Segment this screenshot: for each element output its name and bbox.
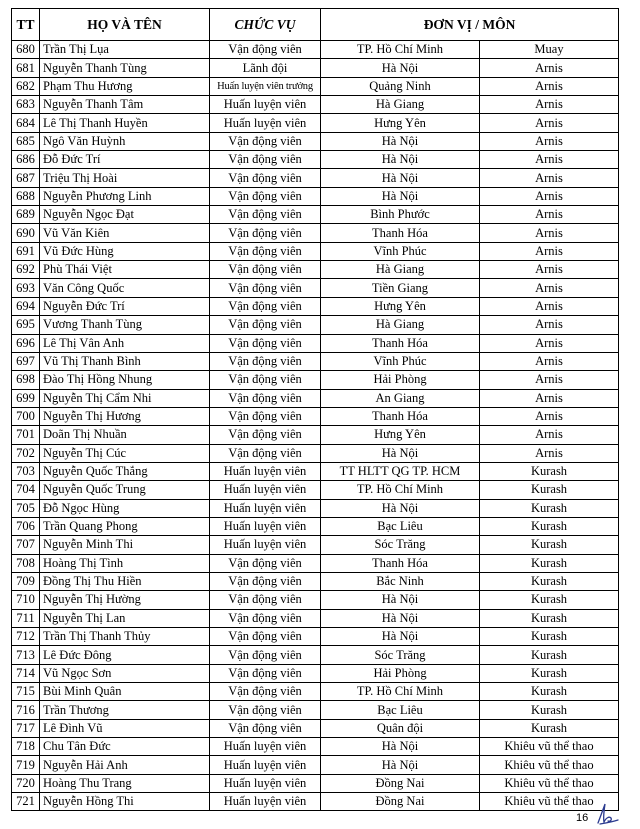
table-row (12, 297, 619, 315)
row-role: Vận động viên (210, 426, 321, 444)
row-name: Hoàng Thị Tình (40, 554, 210, 572)
row-name: Nguyễn Quốc Trung (40, 481, 210, 499)
row-number: 697 (12, 352, 40, 370)
row-sport: Kurash (480, 572, 619, 590)
row-sport: Arnis (480, 371, 619, 389)
row-number: 702 (12, 444, 40, 462)
row-name: Trần Thị Thanh Thủy (40, 628, 210, 646)
table-header (12, 9, 619, 41)
row-name: Trần Thị Lụa (40, 41, 210, 59)
table-row (12, 572, 619, 590)
row-name: Nguyễn Thị Cẩm Nhi (40, 389, 210, 407)
table-row (12, 462, 619, 480)
row-name: Nguyễn Phương Linh (40, 187, 210, 205)
row-number: 694 (12, 297, 40, 315)
row-unit: Quân đội (321, 719, 480, 737)
table-row (12, 132, 619, 150)
row-sport: Arnis (480, 389, 619, 407)
row-number: 719 (12, 756, 40, 774)
row-unit: Hà Giang (321, 261, 480, 279)
row-role: Huấn luyện viên (210, 536, 321, 554)
row-number: 690 (12, 224, 40, 242)
table-row (12, 169, 619, 187)
row-unit: Vĩnh Phúc (321, 242, 480, 260)
row-name: Hoàng Thu Trang (40, 774, 210, 792)
row-sport: Arnis (480, 59, 619, 77)
row-sport: Kurash (480, 554, 619, 572)
row-role: Vận động viên (210, 609, 321, 627)
row-role: Vận động viên (210, 389, 321, 407)
row-sport: Kurash (480, 536, 619, 554)
page-number: 16 (576, 812, 589, 824)
row-name: Nguyễn Thanh Tùng (40, 59, 210, 77)
handwritten-initials-icon (592, 801, 620, 827)
row-number: 680 (12, 41, 40, 59)
row-sport: Arnis (480, 151, 619, 169)
row-unit: Đồng Nai (321, 793, 480, 811)
row-role: Vận động viên (210, 352, 321, 370)
row-number: 721 (12, 793, 40, 811)
row-name: Lê Thị Thanh Huyền (40, 114, 210, 132)
row-role: Vận động viên (210, 554, 321, 572)
table-row (12, 389, 619, 407)
row-number: 700 (12, 407, 40, 425)
row-role: Huấn luyện viên (210, 481, 321, 499)
row-name: Vũ Thị Thanh Bình (40, 352, 210, 370)
row-unit: Bắc Ninh (321, 572, 480, 590)
header-unit: ĐƠN VỊ / MÔN (321, 9, 619, 41)
row-name: Trần Thương (40, 701, 210, 719)
row-unit: Hà Nội (321, 591, 480, 609)
row-number: 717 (12, 719, 40, 737)
row-name: Triệu Thị Hoài (40, 169, 210, 187)
row-role: Vận động viên (210, 591, 321, 609)
row-sport: Khiêu vũ thể thao (480, 738, 619, 756)
row-unit: Hà Nội (321, 132, 480, 150)
row-role: Vận động viên (210, 169, 321, 187)
table-row (12, 701, 619, 719)
row-unit: Thanh Hóa (321, 407, 480, 425)
row-sport: Kurash (480, 628, 619, 646)
row-role: Huấn luyện viên (210, 499, 321, 517)
row-name: Nguyễn Thị Hương (40, 407, 210, 425)
row-role: Vận động viên (210, 206, 321, 224)
table-row (12, 774, 619, 792)
row-unit: Sóc Trăng (321, 646, 480, 664)
row-name: Chu Tân Đức (40, 738, 210, 756)
row-role: Vận động viên (210, 261, 321, 279)
header-tt: TT (12, 9, 40, 41)
row-sport: Khiêu vũ thể thao (480, 756, 619, 774)
row-number: 720 (12, 774, 40, 792)
row-name: Bùi Minh Quân (40, 683, 210, 701)
header-role: CHỨC VỤ (210, 9, 321, 41)
row-role: Vận động viên (210, 407, 321, 425)
row-name: Lê Thị Vân Anh (40, 334, 210, 352)
row-number: 695 (12, 316, 40, 334)
row-sport: Arnis (480, 352, 619, 370)
row-unit: Hưng Yên (321, 114, 480, 132)
table-row (12, 151, 619, 169)
row-role: Huấn luyện viên (210, 738, 321, 756)
header-row (12, 9, 619, 41)
table-row (12, 242, 619, 260)
row-sport: Arnis (480, 169, 619, 187)
table-row (12, 756, 619, 774)
row-name: Vũ Văn Kiên (40, 224, 210, 242)
row-role: Lãnh đội (210, 59, 321, 77)
row-role: Vận động viên (210, 334, 321, 352)
row-unit: Hà Nội (321, 499, 480, 517)
table-row (12, 499, 619, 517)
row-name: Doãn Thị Nhuần (40, 426, 210, 444)
row-number: 714 (12, 664, 40, 682)
row-unit: Hà Nội (321, 738, 480, 756)
row-number: 699 (12, 389, 40, 407)
row-role: Vận động viên (210, 187, 321, 205)
row-unit: Thanh Hóa (321, 334, 480, 352)
row-sport: Kurash (480, 664, 619, 682)
table-row (12, 334, 619, 352)
row-unit: Hưng Yên (321, 297, 480, 315)
row-unit: Hà Nội (321, 756, 480, 774)
row-number: 703 (12, 462, 40, 480)
table-row (12, 738, 619, 756)
row-sport: Arnis (480, 132, 619, 150)
row-number: 701 (12, 426, 40, 444)
row-name: Vũ Ngọc Sơn (40, 664, 210, 682)
row-number: 716 (12, 701, 40, 719)
row-sport: Kurash (480, 591, 619, 609)
table-row (12, 683, 619, 701)
row-role: Huấn luyện viên (210, 756, 321, 774)
table-row (12, 279, 619, 297)
row-role: Vận động viên (210, 151, 321, 169)
row-role: Huấn luyện viên (210, 517, 321, 535)
row-sport: Kurash (480, 701, 619, 719)
row-sport: Kurash (480, 481, 619, 499)
table-row (12, 481, 619, 499)
row-name: Phù Thái Việt (40, 261, 210, 279)
row-unit: Bạc Liêu (321, 701, 480, 719)
row-number: 693 (12, 279, 40, 297)
row-name: Nguyễn Thị Hường (40, 591, 210, 609)
table-row (12, 609, 619, 627)
row-sport: Arnis (480, 77, 619, 95)
row-sport: Kurash (480, 609, 619, 627)
row-number: 715 (12, 683, 40, 701)
table-row (12, 517, 619, 535)
header-name: HỌ VÀ TÊN (40, 9, 210, 41)
row-number: 707 (12, 536, 40, 554)
table-row (12, 793, 619, 811)
table-row (12, 664, 619, 682)
row-name: Văn Công Quốc (40, 279, 210, 297)
row-unit: Hà Nội (321, 444, 480, 462)
row-number: 687 (12, 169, 40, 187)
row-role: Vận động viên (210, 316, 321, 334)
row-number: 705 (12, 499, 40, 517)
table-row (12, 206, 619, 224)
row-sport: Kurash (480, 683, 619, 701)
row-sport: Arnis (480, 316, 619, 334)
row-role: Vận động viên (210, 371, 321, 389)
row-sport: Arnis (480, 187, 619, 205)
row-sport: Arnis (480, 224, 619, 242)
row-sport: Arnis (480, 261, 619, 279)
row-role: Vận động viên (210, 572, 321, 590)
row-sport: Arnis (480, 242, 619, 260)
row-number: 711 (12, 609, 40, 627)
row-number: 710 (12, 591, 40, 609)
row-number: 706 (12, 517, 40, 535)
table-row (12, 646, 619, 664)
row-number: 704 (12, 481, 40, 499)
row-unit: TT HLTT QG TP. HCM (321, 462, 480, 480)
row-role: Vận động viên (210, 701, 321, 719)
row-name: Nguyễn Ngọc Đạt (40, 206, 210, 224)
table-row (12, 554, 619, 572)
row-unit: Thanh Hóa (321, 554, 480, 572)
row-role: Vận động viên (210, 444, 321, 462)
row-unit: TP. Hồ Chí Minh (321, 41, 480, 59)
row-name: Nguyễn Thị Cúc (40, 444, 210, 462)
row-sport: Khiêu vũ thể thao (480, 774, 619, 792)
row-number: 718 (12, 738, 40, 756)
row-name: Nguyễn Hồng Thi (40, 793, 210, 811)
table-row (12, 352, 619, 370)
row-name: Vũ Đức Hùng (40, 242, 210, 260)
table-row (12, 628, 619, 646)
row-name: Trần Quang Phong (40, 517, 210, 535)
row-number: 696 (12, 334, 40, 352)
row-name: Lê Đức Đông (40, 646, 210, 664)
table-row (12, 371, 619, 389)
row-name: Lê Đình Vũ (40, 719, 210, 737)
row-name: Nguyễn Thanh Tâm (40, 96, 210, 114)
row-role: Huấn luyện viên (210, 793, 321, 811)
row-role: Huấn luyện viên (210, 462, 321, 480)
row-role: Vận động viên (210, 41, 321, 59)
row-sport: Arnis (480, 297, 619, 315)
row-role: Vận động viên (210, 224, 321, 242)
row-name: Phạm Thu Hương (40, 77, 210, 95)
row-number: 684 (12, 114, 40, 132)
row-unit: Hải Phòng (321, 371, 480, 389)
row-unit: Hà Nội (321, 628, 480, 646)
row-unit: Hải Phòng (321, 664, 480, 682)
row-number: 689 (12, 206, 40, 224)
table-row (12, 591, 619, 609)
row-number: 709 (12, 572, 40, 590)
row-name: Nguyễn Hải Anh (40, 756, 210, 774)
row-role: Vận động viên (210, 646, 321, 664)
row-name: Vương Thanh Tùng (40, 316, 210, 334)
row-unit: An Giang (321, 389, 480, 407)
row-name: Đỗ Đức Trí (40, 151, 210, 169)
table-row (12, 444, 619, 462)
table-row (12, 536, 619, 554)
row-unit: Hà Nội (321, 59, 480, 77)
row-unit: Hà Giang (321, 316, 480, 334)
row-role: Huấn luyện viên trưởng (210, 77, 321, 95)
row-number: 686 (12, 151, 40, 169)
table-row (12, 426, 619, 444)
row-role: Vận động viên (210, 297, 321, 315)
row-number: 682 (12, 77, 40, 95)
row-number: 681 (12, 59, 40, 77)
row-unit: Thanh Hóa (321, 224, 480, 242)
personnel-table (11, 8, 619, 811)
table-row (12, 261, 619, 279)
table-row (12, 96, 619, 114)
row-unit: Hà Giang (321, 96, 480, 114)
row-name: Nguyễn Thị Lan (40, 609, 210, 627)
row-sport: Arnis (480, 426, 619, 444)
row-role: Vận động viên (210, 683, 321, 701)
row-number: 708 (12, 554, 40, 572)
row-sport: Arnis (480, 407, 619, 425)
row-unit: Hà Nội (321, 187, 480, 205)
row-unit: Hà Nội (321, 609, 480, 627)
row-sport: Kurash (480, 646, 619, 664)
row-role: Vận động viên (210, 628, 321, 646)
table-row (12, 77, 619, 95)
table-body (12, 41, 619, 811)
row-unit: Đồng Nai (321, 774, 480, 792)
row-number: 712 (12, 628, 40, 646)
row-role: Vận động viên (210, 279, 321, 297)
table-row (12, 187, 619, 205)
row-unit: Tiền Giang (321, 279, 480, 297)
table-row (12, 719, 619, 737)
row-sport: Arnis (480, 334, 619, 352)
row-sport: Kurash (480, 719, 619, 737)
row-unit: Hà Nội (321, 169, 480, 187)
table-row (12, 407, 619, 425)
row-unit: Bạc Liêu (321, 517, 480, 535)
row-role: Vận động viên (210, 132, 321, 150)
row-name: Đỗ Ngọc Hùng (40, 499, 210, 517)
row-sport: Kurash (480, 499, 619, 517)
row-role: Vận động viên (210, 719, 321, 737)
row-unit: Bình Phước (321, 206, 480, 224)
row-unit: Vĩnh Phúc (321, 352, 480, 370)
row-number: 698 (12, 371, 40, 389)
row-role: Vận động viên (210, 242, 321, 260)
row-unit: Sóc Trăng (321, 536, 480, 554)
row-number: 683 (12, 96, 40, 114)
row-sport: Arnis (480, 444, 619, 462)
row-name: Đồng Thị Thu Hiền (40, 572, 210, 590)
row-sport: Arnis (480, 279, 619, 297)
row-unit: TP. Hồ Chí Minh (321, 683, 480, 701)
table-row (12, 41, 619, 59)
row-number: 713 (12, 646, 40, 664)
row-name: Nguyễn Minh Thi (40, 536, 210, 554)
row-role: Huấn luyện viên (210, 114, 321, 132)
row-sport: Khiêu vũ thể thao (480, 793, 619, 811)
row-number: 685 (12, 132, 40, 150)
row-unit: Hà Nội (321, 151, 480, 169)
row-sport: Arnis (480, 206, 619, 224)
row-unit: TP. Hồ Chí Minh (321, 481, 480, 499)
row-role: Huấn luyện viên (210, 96, 321, 114)
table-row (12, 59, 619, 77)
table-row (12, 114, 619, 132)
row-number: 692 (12, 261, 40, 279)
row-role: Huấn luyện viên (210, 774, 321, 792)
row-sport: Kurash (480, 462, 619, 480)
row-role: Vận động viên (210, 664, 321, 682)
row-unit: Quảng Ninh (321, 77, 480, 95)
row-number: 691 (12, 242, 40, 260)
row-name: Nguyễn Đức Trí (40, 297, 210, 315)
row-name: Đào Thị Hồng Nhung (40, 371, 210, 389)
row-sport: Muay (480, 41, 619, 59)
row-sport: Arnis (480, 96, 619, 114)
table-row (12, 316, 619, 334)
table-row (12, 224, 619, 242)
row-unit: Hưng Yên (321, 426, 480, 444)
row-sport: Arnis (480, 114, 619, 132)
row-number: 688 (12, 187, 40, 205)
row-name: Nguyễn Quốc Thắng (40, 462, 210, 480)
row-sport: Kurash (480, 517, 619, 535)
row-name: Ngô Văn Huỳnh (40, 132, 210, 150)
